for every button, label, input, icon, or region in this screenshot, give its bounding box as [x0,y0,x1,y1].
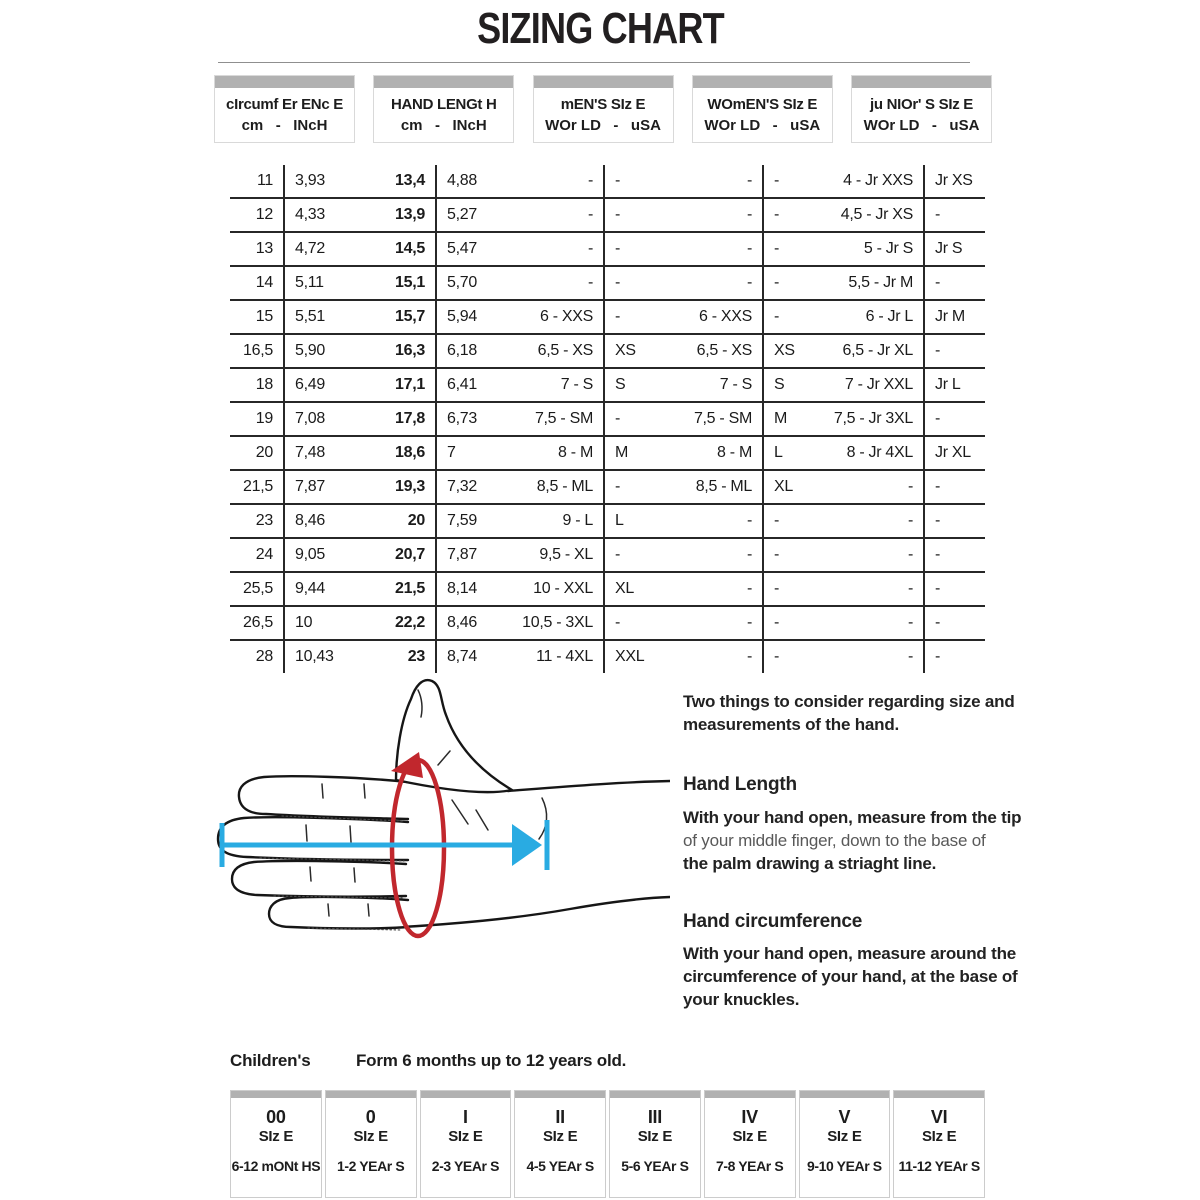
children-age-range: 7-8 YEAr S [715,1158,784,1174]
cell-circumference_cm: 25,5 [230,573,285,605]
circumference-heading: Hand circumference [683,911,863,932]
cell-mens_usa: M [615,444,629,461]
header-units: WOr LD - uSA [704,117,821,134]
cell-juniors_usa: Jr S [935,240,963,257]
cell-womens_usa: S [774,376,785,393]
header-womens-size [692,75,833,143]
cell-juniors_usa: - [935,206,941,223]
cell-circumference_inch: 7,08 [295,410,325,427]
intro-note [683,690,1015,736]
cell-hand_length_inch: 4,88 [447,172,477,189]
cell-hand_length_inch: 5,47 [447,240,477,257]
children-age-range: 6-12 mONt HS [231,1158,321,1174]
children-column-bar [421,1091,511,1098]
children-size-code: 00 [266,1107,286,1127]
cell-mens_world: 8,5 - ML [497,471,605,503]
cell-womens_world: - [665,573,764,605]
size-table-header-row [214,75,992,143]
children-size-label: SIz E [827,1128,862,1145]
finger-middle [218,817,408,860]
cell-mens_usa: - [615,410,621,427]
children-age-range: 11-12 YEAr S [898,1158,980,1174]
children-column-bar [705,1091,795,1098]
table-row [230,267,985,301]
cell-juniors_world: - [824,505,925,537]
header-bar [852,76,991,88]
cell-womens_usa: - [774,512,780,529]
cell-juniors_usa: - [935,274,941,291]
cell-womens_usa: XL [774,478,793,495]
cell-circumference_cm: 24 [230,539,285,571]
finger-ring [232,861,406,897]
cell-womens_world: 8,5 - ML [665,471,764,503]
finger-pinky [269,897,408,929]
children-column-bar [610,1091,700,1098]
cell-womens_world: - [665,199,764,231]
finger-crease [306,825,307,841]
intro-line: Two things to consider regarding size and [683,692,1015,711]
cell-juniors_world: 4,5 - Jr XS [824,199,925,231]
table-row [230,301,985,335]
cell-hand_length_cm: 14,5 [360,233,437,265]
children-column-bar [515,1091,605,1098]
cell-hand_length_cm: 13,9 [360,199,437,231]
palm-crease [476,810,488,830]
cell-circumference_cm: 21,5 [230,471,285,503]
note-line: With your hand open, measure around the [683,944,1017,963]
children-column [420,1090,512,1198]
cell-juniors_world: - [824,573,925,605]
cell-circumference_cm: 12 [230,199,285,231]
cell-juniors_world: 7,5 - Jr 3XL [824,403,925,435]
header-title: HAND LENGt H [390,96,497,113]
cell-circumference_inch: 8,46 [295,512,325,529]
children-column-bar [326,1091,416,1098]
cell-circumference_inch: 10,43 [295,648,334,665]
children-size-code: I [463,1107,468,1127]
cell-juniors_usa: Jr XL [935,444,971,461]
cell-hand_length_cm: 15,1 [360,267,437,299]
cell-juniors_world: 5,5 - Jr M [824,267,925,299]
children-subtitle: Form 6 months up to 12 years old. [356,1051,627,1070]
circumference-note [683,942,1018,1011]
cell-mens_usa: L [615,512,624,529]
cell-juniors_usa: - [935,546,941,563]
cell-womens_world: - [665,505,764,537]
cell-hand_length_inch: 7,59 [447,512,477,529]
cell-womens_world: - [665,233,764,265]
cell-mens_world: 6,5 - XS [497,335,605,367]
cell-mens_world: 7,5 - SM [497,403,605,435]
header-bar [215,76,354,88]
children-size-label: SIz E [353,1128,388,1145]
cell-mens_usa: - [615,478,621,495]
children-column [514,1090,606,1198]
cell-mens_usa: - [615,172,621,189]
cell-circumference_inch: 4,33 [295,206,325,223]
cell-hand_length_cm: 20,7 [360,539,437,571]
cell-circumference_inch: 4,72 [295,240,325,257]
table-row [230,369,985,403]
cell-circumference_cm: 23 [230,505,285,537]
cell-womens_usa: M [774,410,788,427]
cell-womens_usa: L [774,444,783,461]
cell-hand_length_inch: 5,94 [447,308,477,325]
table-row [230,335,985,369]
children-age-range: 4-5 YEAr S [526,1158,594,1174]
cell-circumference_inch: 10 [295,614,313,631]
cell-womens_usa: - [774,546,780,563]
cell-mens_world: 7 - S [497,369,605,401]
cell-circumference_inch: 5,11 [295,274,324,291]
children-size-label: SIz E [448,1128,483,1145]
cell-circumference_cm: 13 [230,233,285,265]
cell-circumference_cm: 18 [230,369,285,401]
note-line: your knuckles. [683,990,800,1009]
cell-mens_usa: - [615,206,621,223]
table-row [230,539,985,573]
cell-womens_world: - [665,165,764,197]
cell-hand_length_inch: 8,46 [447,614,477,631]
cell-hand_length_inch: 6,73 [447,410,477,427]
header-title: mEN'S SIz E [560,96,646,113]
children-size-code: IV [741,1107,758,1127]
children-size-label: SIz E [732,1128,767,1145]
header-juniors-size [851,75,992,143]
hand-length-heading: Hand Length [683,774,797,795]
children-column [799,1090,891,1198]
children-column [704,1090,796,1198]
note-line: the palm drawing a striaght line. [683,854,937,873]
cell-juniors_usa: - [935,648,941,665]
cell-mens_world: 10,5 - 3XL [497,607,605,639]
children-size-label: SIz E [921,1128,957,1145]
cell-juniors_world: 6 - Jr L [824,301,925,333]
size-table-body [230,165,985,673]
header-bar [374,76,513,88]
hand-length-note [683,806,1022,875]
children-age-range: 9-10 YEAr S [807,1158,882,1174]
intro-line: measurements of the hand. [683,715,900,734]
children-size-code: V [838,1107,851,1127]
cell-womens_usa: - [774,648,780,665]
cell-hand_length_inch: 6,18 [447,342,477,359]
cell-circumference_inch: 7,48 [295,444,325,461]
cell-hand_length_cm: 16,3 [360,335,437,367]
finger-crease [364,784,365,798]
cell-womens_usa: - [774,274,780,291]
cell-womens_world: - [665,641,764,673]
header-units: WOr LD - uSA [863,117,980,134]
cell-hand_length_cm: 18,6 [360,437,437,469]
cell-mens_usa: - [615,614,621,631]
page-title-text: SIZING CHART [476,4,724,53]
children-column-bar [231,1091,321,1098]
hand-top-line [508,781,670,791]
cell-juniors_usa: Jr XS [935,172,973,189]
children-column [893,1090,985,1198]
children-age-range: 5-6 YEAr S [621,1158,689,1174]
cell-mens_usa: - [615,274,621,291]
cell-juniors_world: 6,5 - Jr XL [824,335,925,367]
children-age-range: 1-2 YEAr S [336,1158,405,1174]
cell-juniors_usa: - [935,410,941,427]
cell-womens_usa: - [774,614,780,631]
cell-mens_usa: XS [615,342,636,359]
children-age-range: 2-3 YEAr S [431,1158,500,1174]
header-title: ju NIOr' S SIz E [870,96,973,113]
hand-bottom-line [402,897,670,927]
cell-womens_usa: XS [774,342,795,359]
cell-juniors_usa: - [935,512,941,529]
header-hand-length [373,75,514,143]
cell-circumference_inch: 5,90 [295,342,325,359]
cell-circumference_cm: 15 [230,301,285,333]
finger-crease [322,784,323,798]
cell-womens_world: - [665,607,764,639]
cell-womens_usa: - [774,240,780,257]
cell-hand_length_cm: 13,4 [360,165,437,197]
cell-mens_usa: XXL [615,648,645,665]
cell-womens_world: - [665,539,764,571]
table-row [230,403,985,437]
cell-circumference_cm: 11 [230,165,285,197]
header-units: cm - INcH [400,117,487,134]
cell-hand_length_inch: 5,27 [447,206,477,223]
cell-hand_length_cm: 17,1 [360,369,437,401]
cell-juniors_world: 4 - Jr XXS [824,165,925,197]
cell-mens_usa: XL [615,580,634,597]
cell-juniors_usa: Jr L [935,376,961,393]
table-row [230,573,985,607]
table-row [230,607,985,641]
cell-juniors_usa: - [935,614,941,631]
cell-hand_length_cm: 21,5 [360,573,437,605]
header-bar [534,76,673,88]
cell-juniors_world: - [824,641,925,673]
palm-crease [452,800,468,824]
cell-circumference_cm: 16,5 [230,335,285,367]
cell-mens_world: 8 - M [497,437,605,469]
cell-womens_usa: - [774,206,780,223]
table-row [230,641,985,673]
title-divider [218,62,970,63]
cell-hand_length_cm: 20 [360,505,437,537]
cell-mens_world: 10 - XXL [497,573,605,605]
table-row [230,233,985,267]
finger-crease [354,868,355,882]
children-column [325,1090,417,1198]
children-size-label: SIz E [637,1128,673,1145]
cell-juniors_usa: Jr M [935,308,965,325]
cell-womens_usa: - [774,580,780,597]
cell-juniors_world: - [824,539,925,571]
note-line: of your middle finger, down to the base of [683,831,986,850]
cell-juniors_world: 5 - Jr S [824,233,925,265]
cell-hand_length_inch: 8,74 [447,648,477,665]
children-table [230,1090,985,1198]
cell-hand_length_inch: 7,87 [447,546,477,563]
table-row [230,505,985,539]
finger-crease [328,904,329,916]
cell-circumference_cm: 14 [230,267,285,299]
children-column [230,1090,322,1198]
cell-mens_usa: S [615,376,626,393]
table-row [230,199,985,233]
children-size-code: III [647,1107,662,1127]
note-line: With your hand open, measure from the tip [683,808,1022,827]
children-size-code: II [555,1107,565,1127]
header-units: cm - INcH [241,117,328,134]
table-row [230,437,985,471]
header-mens-size [533,75,674,143]
cell-hand_length_inch: 8,14 [447,580,477,597]
cell-hand_length_inch: 7 [447,444,456,461]
header-bar [693,76,832,88]
cell-circumference_inch: 3,93 [295,172,325,189]
cell-mens_world: 11 - 4XL [497,641,605,673]
finger-crease [310,867,311,881]
cell-hand_length_cm: 22,2 [360,607,437,639]
hand-illustration [190,670,670,1005]
cell-hand_length_inch: 7,32 [447,478,477,495]
header-title: cIrcumf Er ENc E [226,96,343,113]
cell-mens_world: - [497,199,605,231]
cell-womens_usa: - [774,172,780,189]
cell-mens_world: 9 - L [497,505,605,537]
children-column-bar [894,1091,984,1098]
children-column-bar [800,1091,890,1098]
cell-juniors_world: - [824,471,925,503]
cell-womens_world: - [665,267,764,299]
cell-juniors_usa: - [935,342,941,359]
finger-crease [368,904,369,916]
cell-circumference_inch: 9,44 [295,580,325,597]
cell-circumference_inch: 5,51 [295,308,325,325]
page-title [0,4,1200,54]
cell-juniors_world: - [824,607,925,639]
cell-hand_length_inch: 6,41 [447,376,477,393]
cell-mens_usa: - [615,240,621,257]
cell-mens_world: - [497,233,605,265]
cell-womens_world: 6,5 - XS [665,335,764,367]
children-size-label: SIz E [258,1128,294,1145]
cell-mens_usa: - [615,308,621,325]
cell-hand_length_cm: 19,3 [360,471,437,503]
cell-circumference_cm: 19 [230,403,285,435]
cell-circumference_inch: 6,49 [295,376,325,393]
cell-circumference_cm: 20 [230,437,285,469]
table-row [230,165,985,199]
children-size-code: VI [930,1107,948,1127]
header-title: WOmEN'S SIz E [707,96,818,113]
header-units: WOr LD - uSA [545,117,661,134]
cell-juniors_world: 8 - Jr 4XL [824,437,925,469]
cell-hand_length_cm: 17,8 [360,403,437,435]
cell-circumference_inch: 9,05 [295,546,325,563]
cell-mens_world: - [497,165,605,197]
cell-womens_world: 7 - S [665,369,764,401]
cell-hand_length_cm: 15,7 [360,301,437,333]
cell-hand_length_cm: 23 [360,641,437,673]
cell-circumference_inch: 7,87 [295,478,325,495]
note-line: circumference of your hand, at the base of [683,967,1018,986]
cell-mens_world: - [497,267,605,299]
cell-circumference_cm: 28 [230,641,285,673]
cell-circumference_cm: 26,5 [230,607,285,639]
cell-mens_world: 6 - XXS [497,301,605,333]
children-column [609,1090,701,1198]
header-circumference [214,75,355,143]
cell-juniors_usa: - [935,580,941,597]
cell-mens_usa: - [615,546,621,563]
cell-mens_world: 9,5 - XL [497,539,605,571]
length-arrowhead [512,824,542,866]
cell-juniors_world: 7 - Jr XXL [824,369,925,401]
cell-womens_world: 6 - XXS [665,301,764,333]
cell-womens_world: 8 - M [665,437,764,469]
children-label: Children's [230,1051,311,1070]
children-size-code: 0 [365,1107,376,1127]
finger-crease [350,826,351,842]
table-row [230,471,985,505]
children-size-label: SIz E [542,1128,578,1145]
cell-womens_world: 7,5 - SM [665,403,764,435]
cell-womens_usa: - [774,308,780,325]
cell-hand_length_inch: 5,70 [447,274,477,291]
cell-juniors_usa: - [935,478,941,495]
